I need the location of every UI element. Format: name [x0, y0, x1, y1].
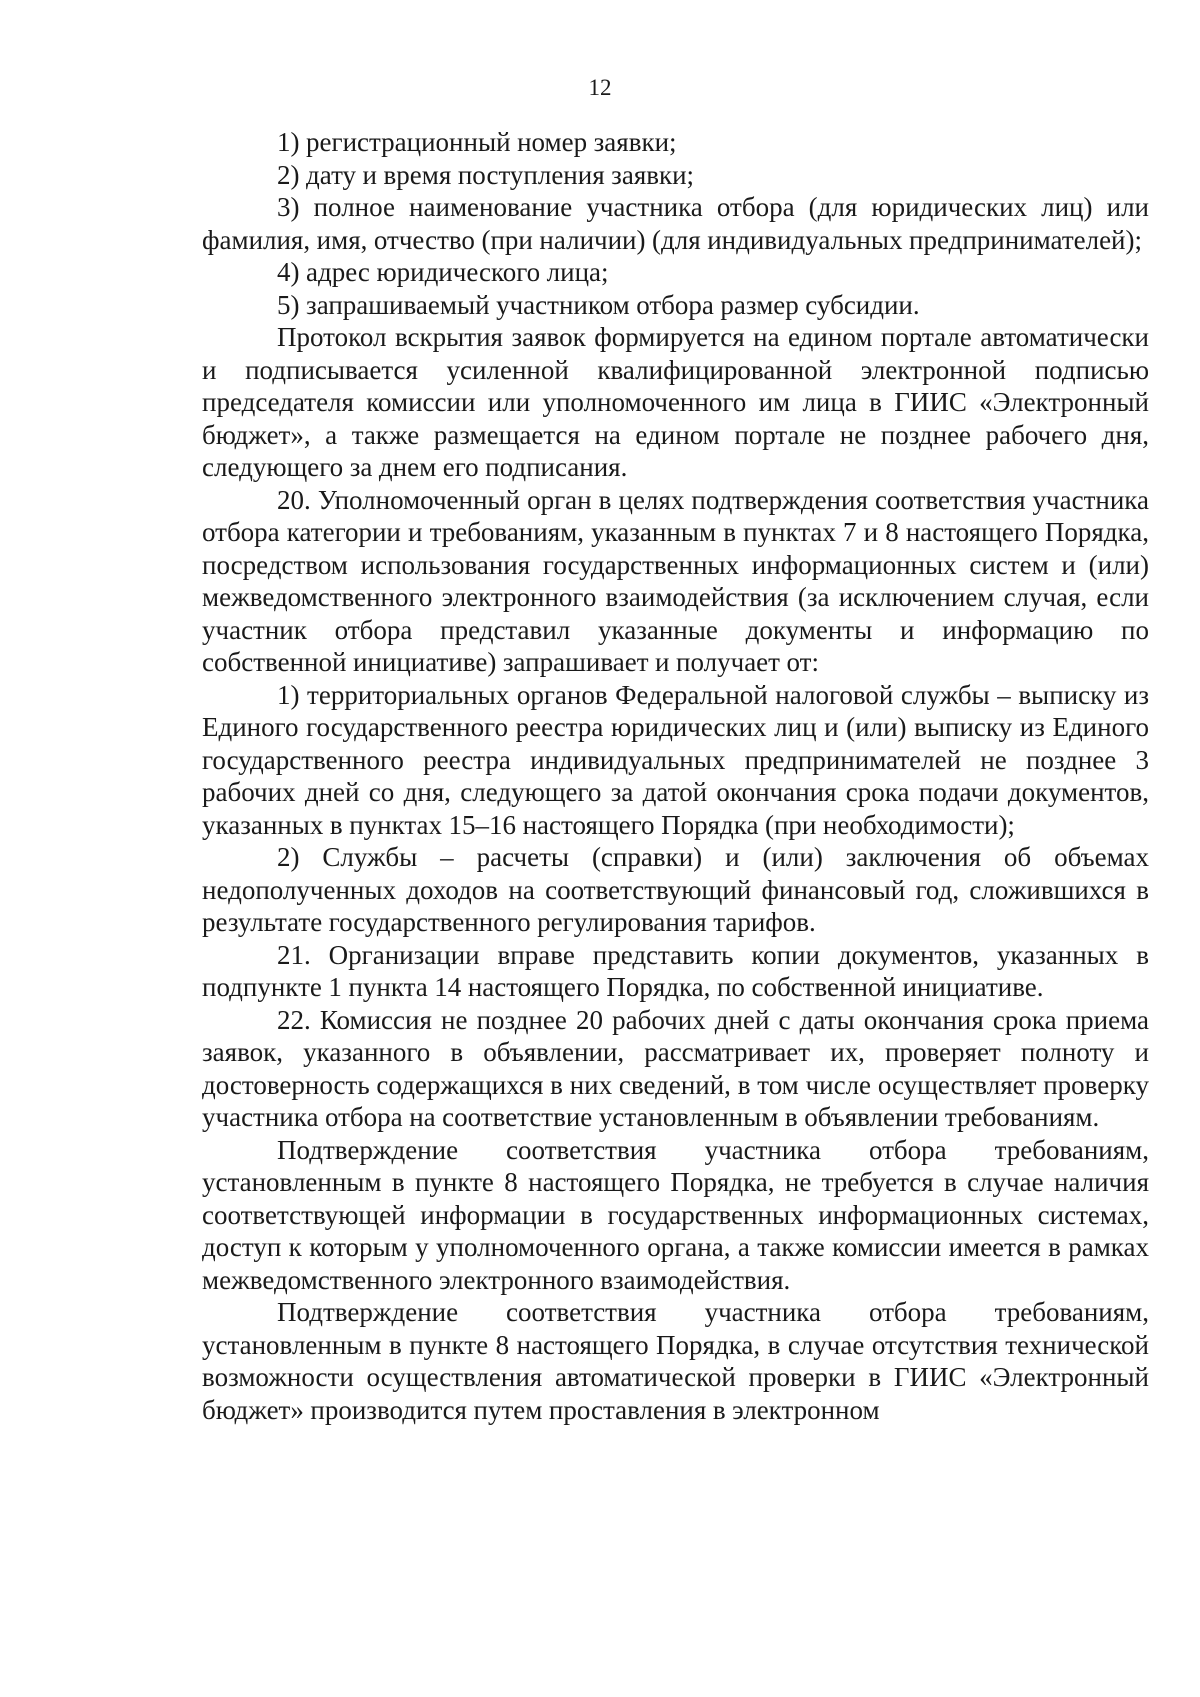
paragraph-item-1: 1) регистрационный номер заявки;	[277, 127, 677, 157]
paragraph-confirmation-2: Подтверждение соответствия участника отбора требованиям, установленным в пункте 8 настоящего Порядка, в случае отсутствия технической возможности осуществления автоматической проверки в ГИИС «Электронный бюджет» производится путем проставления в электронном	[202, 1297, 1149, 1425]
paragraph-clause-22: 22. Комиссия не позднее 20 рабочих дней с даты окончания срока приема заявок, указанного в объявлении, рассматривает их, проверяет полноту и достоверность содержащихся в них сведений, в том числе осуществляет проверку участника отбора на соответствие установленным в объявлении требованиям.	[202, 1004, 1149, 1132]
document-body	[202, 126, 1149, 1426]
paragraph-clause-20: 20. Уполномоченный орган в целях подтверждения соответствия участника отбора категории и требованиям, указанным в пунктах 7 и 8 настоящего Порядка, посредством использования государственных информационных систем и (или) межведомственного электронного взаимодействия (за исключением случая, если участник отбора представил указанные документы и информацию по собственной инициативе) запрашивает и получает от:	[202, 484, 1149, 677]
paragraph-confirmation-1: Подтверждение соответствия участника отбора требованиям, установленным в пункте 8 настоящего Порядка, не требуется в случае наличия соответствующей информации в государственных информационных системах, доступ к которым у уполномоченного органа, а также комиссии имеется в рамках межведомственного электронного взаимодействия.	[202, 1134, 1149, 1295]
paragraph-clause-21: 21. Организации вправе представить копии документов, указанных в подпункте 1 пункта 14 настоящего Порядка, по собственной инициативе.	[202, 939, 1149, 1002]
paragraph-item-4: 4) адрес юридического лица;	[277, 257, 609, 287]
paragraph-item-2: 2) дату и время поступления заявки;	[277, 159, 695, 190]
paragraph-clause-20-item-2: 2) Службы – расчеты (справки) и (или) заключения об объемах недополученных доходов на соответствующий финансовый год, сложившихся в результате государственного регулирования тарифов.	[202, 842, 1149, 937]
page-number: 12	[588, 75, 612, 100]
paragraph-item-5: 5) запрашиваемый участником отбора размер субсидии.	[277, 289, 920, 320]
paragraph-clause-20-item-1: 1) территориальных органов Федеральной налоговой службы – выписку из Единого государственного реестра юридических лиц и (или) выписку из Единого государственного реестра индивидуальных предпринимателей не позднее 3 рабочих дней со дня, следующего за датой окончания срока подачи документов, указанных в пунктах 15–16 настоящего Порядка (при необходимости);	[202, 679, 1149, 840]
paragraph-protocol: Протокол вскрытия заявок формируется на едином портале автоматически и подписывается усиленной квалифицированной электронной подписью председателя комиссии или уполномоченного им лица в ГИИС «Электронный бюджет», а также размещается на едином портале не позднее рабочего дня, следующего за днем его подписания.	[202, 322, 1149, 482]
paragraph-item-3: 3) полное наименование участника отбора (для юридических лиц) или фамилия, имя, отчество (при наличии) (для индивидуальных предпринимателей);	[202, 192, 1149, 255]
